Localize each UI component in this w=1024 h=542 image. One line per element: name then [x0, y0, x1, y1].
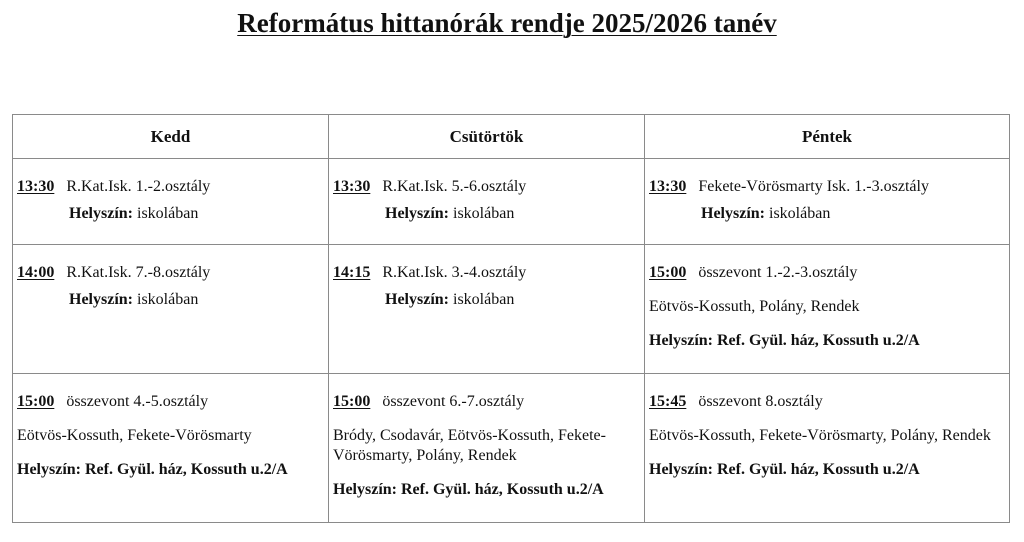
slot-line [649, 263, 1005, 283]
slot-line [17, 392, 324, 412]
slot-group: összevont 1.-2.-3.osztály [698, 264, 858, 281]
slot-schools: Eötvös-Kossuth, Polány, Rendek [649, 298, 860, 315]
slot-time: 13:30 [17, 178, 55, 195]
slot-group: R.Kat.Isk. 1.-2.osztály [66, 178, 211, 195]
slot-time: 14:00 [17, 264, 55, 281]
slot-group: R.Kat.Isk. 3.-4.osztály [382, 264, 527, 281]
slot-location [649, 204, 1005, 224]
location-value: iskolában [453, 291, 515, 308]
slot-group: összevont 4.-5.osztály [66, 393, 209, 410]
slot-group: összevont 6.-7.osztály [382, 393, 525, 410]
location-value: iskolában [453, 205, 515, 222]
location-value: iskolában [137, 291, 199, 308]
slot-location: Helyszín: Ref. Gyül. ház, Kossuth u.2/A [333, 481, 604, 498]
header-row [13, 115, 1010, 159]
table-row [13, 159, 1010, 245]
table-row [13, 374, 1010, 523]
location-label: Helyszín: [385, 291, 449, 308]
schedule-cell [13, 374, 329, 523]
slot-schools: Bródy, Csodavár, Eötvös-Kossuth, Fekete-Vörösmarty, Polány, Rendek [333, 427, 606, 464]
schedule-cell [13, 245, 329, 374]
schedule-table [12, 114, 1010, 523]
slot-group: R.Kat.Isk. 5.-6.osztály [382, 178, 527, 195]
slot-schools: Eötvös-Kossuth, Fekete-Vörösmarty [17, 427, 252, 444]
schedule-cell [329, 374, 645, 523]
location-label: Helyszín: [701, 205, 765, 222]
slot-location [333, 290, 640, 310]
slot-location [333, 204, 640, 224]
slot-schools: Eötvös-Kossuth, Fekete-Vörösmarty, Polány, Rendek [649, 427, 991, 444]
schedule-cell [13, 159, 329, 245]
slot-time: 15:00 [333, 393, 371, 410]
slot-line [17, 263, 324, 283]
location-label: Helyszín: [69, 291, 133, 308]
day-header: Péntek [645, 115, 1010, 159]
location-value: iskolában [137, 205, 199, 222]
slot-location: Helyszín: Ref. Gyül. ház, Kossuth u.2/A [649, 332, 920, 349]
slot-line [333, 263, 640, 283]
schedule-cell [645, 245, 1010, 374]
slot-group: R.Kat.Isk. 7.-8.osztály [66, 264, 211, 281]
page-title: Református hittanórák rendje 2025/2026 tanév [237, 8, 777, 38]
slot-time: 14:15 [333, 264, 371, 281]
slot-line [17, 177, 324, 197]
slot-line [333, 177, 640, 197]
slot-time: 15:00 [649, 264, 687, 281]
slot-time: 13:30 [333, 178, 371, 195]
location-value: iskolában [769, 205, 831, 222]
schedule-cell [329, 245, 645, 374]
slot-location [17, 290, 324, 310]
day-header: Csütörtök [329, 115, 645, 159]
slot-group: Fekete-Vörösmarty Isk. 1.-3.osztály [698, 178, 929, 195]
slot-time: 13:30 [649, 178, 687, 195]
slot-group: összevont 8.osztály [698, 393, 823, 410]
schedule-cell [329, 159, 645, 245]
slot-line [649, 392, 1005, 412]
slot-location: Helyszín: Ref. Gyül. ház, Kossuth u.2/A [17, 461, 288, 478]
slot-location [17, 204, 324, 224]
slot-line [333, 392, 640, 412]
slot-line [649, 177, 1005, 197]
day-header: Kedd [13, 115, 329, 159]
schedule-cell [645, 159, 1010, 245]
slot-time: 15:00 [17, 393, 55, 410]
schedule-cell [645, 374, 1010, 523]
slot-location: Helyszín: Ref. Gyül. ház, Kossuth u.2/A [649, 461, 920, 478]
table-row [13, 245, 1010, 374]
location-label: Helyszín: [385, 205, 449, 222]
slot-time: 15:45 [649, 393, 687, 410]
location-label: Helyszín: [69, 205, 133, 222]
